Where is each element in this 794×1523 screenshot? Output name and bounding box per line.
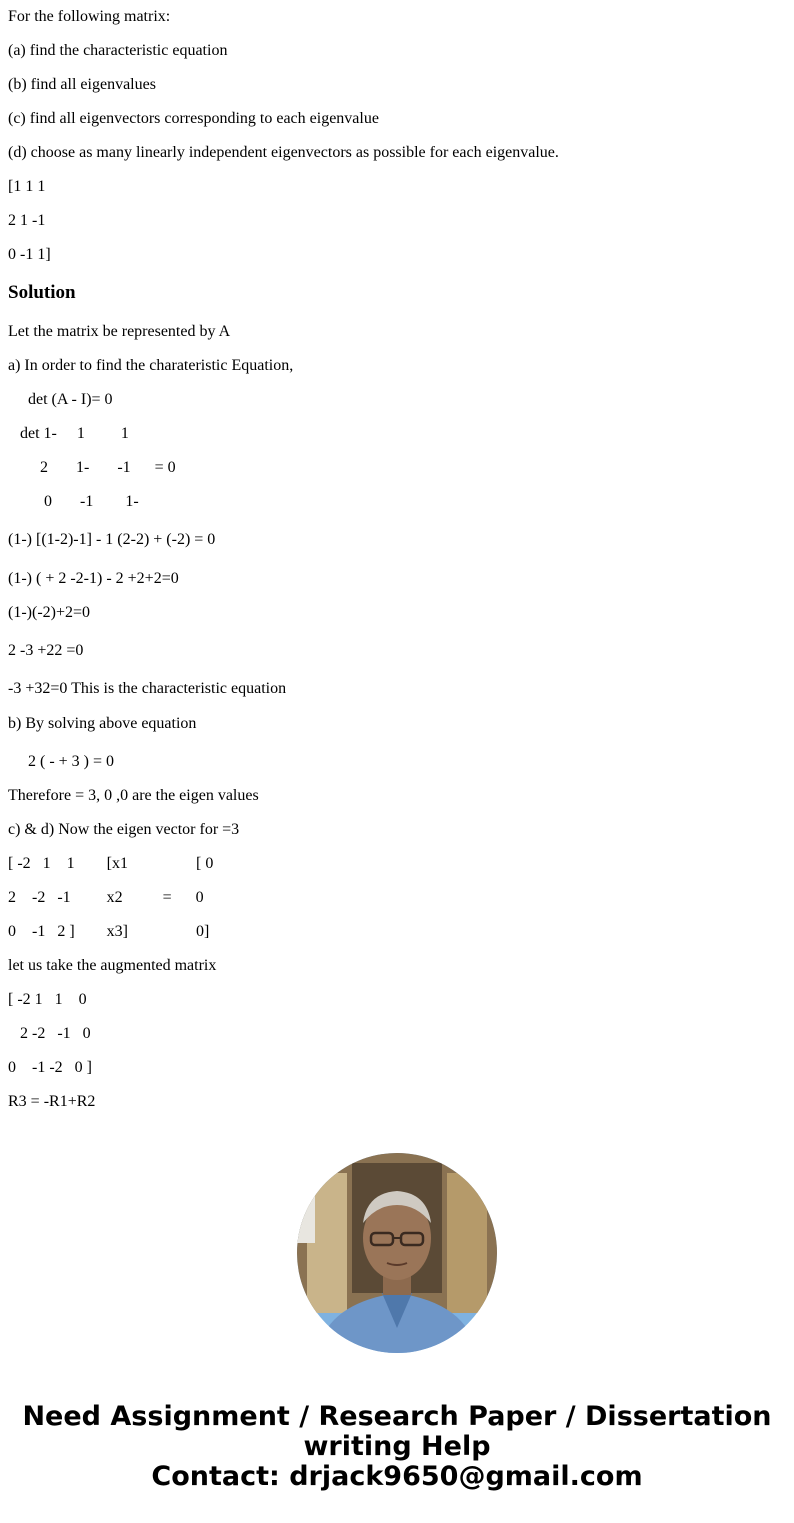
solution-line: 0 -1 1- bbox=[8, 493, 139, 510]
solution-line: b) By solving above equation bbox=[8, 715, 197, 732]
question-part-d: (d) choose as many linearly independent eigenvectors as possible for each eigenvalue. bbox=[8, 144, 559, 161]
solution-line: (1-)(-2)+2=0 bbox=[8, 604, 91, 621]
matrix-row: 2 1 -1 bbox=[8, 212, 46, 229]
solution-line: let us take the augmented matrix bbox=[8, 957, 217, 974]
solution-line: 0 -1 -2 0 ] bbox=[8, 1059, 92, 1076]
solution-line: c) & d) Now the eigen vector for =3 bbox=[8, 821, 240, 838]
solution-line: 2 -2 -1 x2 = 0 bbox=[8, 889, 204, 906]
tutor-photo-illustration bbox=[297, 1153, 497, 1353]
solution-line: 0 -1 2 ] x3] 0] bbox=[8, 923, 210, 940]
tutor-photo bbox=[297, 1153, 497, 1353]
question-part-c: (c) find all eigenvectors corresponding to each eigenvalue bbox=[8, 110, 379, 127]
solution-line: [ -2 1 1 0 bbox=[8, 991, 87, 1008]
solution-line: (1-) ( + 2 -2-1) - 2 +2+2=0 bbox=[8, 570, 179, 587]
ad-line: writing Help bbox=[303, 1431, 491, 1462]
solution-line: 2 -2 -1 0 bbox=[8, 1025, 91, 1042]
solution-line: 2 1- -1 = 0 bbox=[8, 459, 176, 476]
matrix-row: [1 1 1 bbox=[8, 178, 46, 195]
ad-contact: Contact: drjack9650@gmail.com bbox=[151, 1461, 643, 1492]
solution-line: -3 +32=0 This is the characteristic equation bbox=[8, 680, 287, 697]
solution-heading: Solution bbox=[8, 282, 76, 303]
solution-line: Therefore = 3, 0 ,0 are the eigen values bbox=[8, 787, 259, 804]
ad-line: Need Assignment / Research Paper / Dissertation bbox=[22, 1401, 772, 1432]
solution-line: det (A - I)= 0 bbox=[8, 391, 113, 408]
solution-line: (1-) [(1-2)-1] - 1 (2-2) + (-2) = 0 bbox=[8, 531, 216, 548]
solution-line: 2 -3 +22 =0 bbox=[8, 642, 84, 659]
matrix-row: 0 -1 1] bbox=[8, 246, 51, 263]
solution-line: Let the matrix be represented by A bbox=[8, 323, 231, 340]
solution-line: [ -2 1 1 [x1 [ 0 bbox=[8, 855, 214, 872]
advertisement-banner bbox=[0, 1402, 794, 1492]
solution-line: det 1- 1 1 bbox=[8, 425, 129, 442]
solution-line: a) In order to find the charateristic Equation, bbox=[8, 357, 294, 374]
solution-line: 2 ( - + 3 ) = 0 bbox=[8, 753, 115, 770]
question-part-b: (b) find all eigenvalues bbox=[8, 76, 156, 93]
question-part-a: (a) find the characteristic equation bbox=[8, 42, 228, 59]
question-intro: For the following matrix: bbox=[8, 8, 171, 25]
solution-line: R3 = -R1+R2 bbox=[8, 1093, 96, 1110]
